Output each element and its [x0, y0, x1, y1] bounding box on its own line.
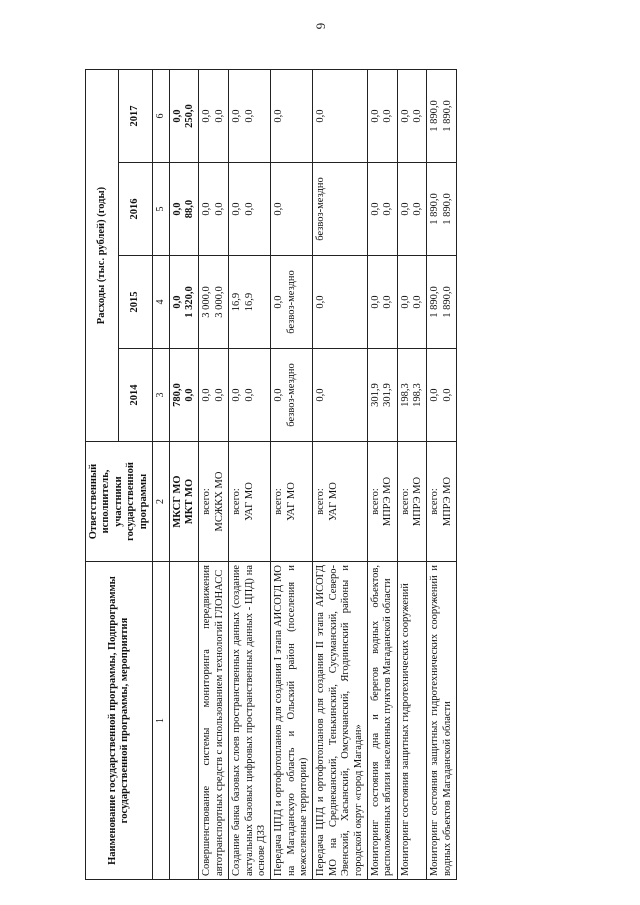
- responsible-cell: [169, 442, 199, 562]
- value: 0,0: [273, 295, 285, 309]
- value: 1 890,0: [441, 286, 453, 318]
- value: 0,0: [399, 109, 411, 123]
- value: 0,0: [382, 295, 394, 309]
- responsible-cell: [367, 442, 397, 562]
- value-cell-v2017: [271, 70, 313, 163]
- table-row: [229, 70, 271, 880]
- value-cell-v2017: [427, 70, 457, 163]
- value: 0,0: [243, 109, 255, 123]
- value: 0,0: [184, 388, 196, 402]
- value-cell-v2016: [271, 163, 313, 256]
- value-cell-v2014: [313, 349, 368, 442]
- value-cell-v2016: [397, 163, 427, 256]
- value: 16,9: [243, 292, 255, 312]
- col-number: 3: [152, 349, 169, 442]
- value: 3 000,0: [213, 286, 225, 318]
- responsible-label: всего:: [273, 488, 285, 515]
- value: 250,0: [184, 104, 196, 128]
- value: 0,0: [412, 202, 424, 216]
- value-cell-v2015: [169, 256, 199, 349]
- year-header: 2015: [119, 256, 152, 349]
- col-number: 5: [152, 163, 169, 256]
- responsible-label: МПРЭ МО: [382, 476, 394, 527]
- table-row: [271, 70, 313, 880]
- responsible-label: всего:: [369, 488, 381, 515]
- value-cell-v2016: [313, 163, 368, 256]
- value: 0,0: [273, 109, 285, 123]
- responsible-label: всего:: [399, 488, 411, 515]
- measure-name: Передача ЦПД и ортофотопланов для создания II этапа АИСОГД МО на Среднеканский, Тенькинский, Сусуманский, Северо-Эвенский, Хасынский, Омсукчанский, Ягоднинский районы и городской округ «город Магадан»: [313, 562, 368, 880]
- value-cell-v2017: [313, 70, 368, 163]
- responsible-label: МКТ МО: [184, 478, 196, 525]
- value-cell-v2015: [367, 256, 397, 349]
- responsible-label: УАГ МО: [327, 482, 339, 521]
- expenses-table-sheet: [85, 70, 590, 880]
- value: 88,0: [184, 199, 196, 219]
- value-cell-v2016: [427, 163, 457, 256]
- value-cell-v2017: [229, 70, 271, 163]
- value: 3 000,0: [201, 286, 213, 318]
- year-header: 2014: [119, 349, 152, 442]
- value: 780,0: [171, 383, 183, 407]
- value: 198,3: [412, 383, 424, 407]
- value: 16,9: [231, 292, 243, 312]
- measure-name: Совершенствование системы мониторинга передвижения автотранспортных средств с использованием технологий ГЛОНАСС: [199, 562, 229, 880]
- responsible-cell: [199, 442, 229, 562]
- value: 0,0: [369, 295, 381, 309]
- value: 0,0: [213, 109, 225, 123]
- responsible-cell: [397, 442, 427, 562]
- value: 0,0: [369, 202, 381, 216]
- table-row: [427, 70, 457, 880]
- year-header: 2016: [119, 163, 152, 256]
- value: 0,0: [243, 388, 255, 402]
- col-number: 2: [152, 442, 169, 562]
- value: 0,0: [369, 109, 381, 123]
- responsible-label: всего:: [201, 488, 213, 515]
- col-header-name: Наименование государственной программы, Подпрограммы государственной программы, мероприятия: [86, 562, 153, 880]
- value: безвоз-мездно: [285, 363, 297, 427]
- responsible-cell: [313, 442, 368, 562]
- value-cell-v2014: [169, 349, 199, 442]
- col-number: 4: [152, 256, 169, 349]
- value: 1 890,0: [429, 193, 441, 225]
- value: 0,0: [399, 202, 411, 216]
- value: 0,0: [315, 109, 327, 123]
- value: 0,0: [171, 295, 183, 309]
- value: 0,0: [441, 388, 453, 402]
- responsible-label: УАГ МО: [285, 482, 297, 521]
- value: 0,0: [315, 295, 327, 309]
- page-number: 6: [313, 22, 328, 30]
- responsible-cell: [229, 442, 271, 562]
- value: 1 890,0: [441, 193, 453, 225]
- value: 1 890,0: [429, 286, 441, 318]
- value-cell-v2015: [229, 256, 271, 349]
- value-cell-v2014: [229, 349, 271, 442]
- value-cell-v2016: [199, 163, 229, 256]
- value: 0,0: [273, 388, 285, 402]
- table-row: [199, 70, 229, 880]
- value: 0,0: [315, 388, 327, 402]
- value: 1 320,0: [184, 286, 196, 318]
- value: 0,0: [201, 202, 213, 216]
- responsible-label: МПРЭ МО: [412, 476, 424, 527]
- measure-name: Мониторинг состояния защитных гидротехнических сооружений и водных объектов Магаданской области: [427, 562, 457, 880]
- value: 0,0: [399, 295, 411, 309]
- value-cell-v2015: [313, 256, 368, 349]
- value: 0,0: [243, 202, 255, 216]
- value: 0,0: [201, 388, 213, 402]
- value: 0,0: [231, 109, 243, 123]
- value: 0,0: [429, 388, 441, 402]
- value: 301,9: [369, 383, 381, 407]
- responsible-label: УАГ МО: [243, 482, 255, 521]
- responsible-label: МПРЭ МО: [441, 476, 453, 527]
- responsible-cell: [271, 442, 313, 562]
- value-cell-v2015: [427, 256, 457, 349]
- value-cell-v2017: [199, 70, 229, 163]
- value: 1 890,0: [441, 100, 453, 132]
- value: 0,0: [213, 202, 225, 216]
- value-cell-v2014: [367, 349, 397, 442]
- measure-name: Передача ЦПД и ортофотопланов для создания I этапа АИСОГД МО на Магаданскую область и Ольский район (поселения и межселенные территории): [271, 562, 313, 880]
- value-cell-v2015: [271, 256, 313, 349]
- value-cell-v2014: [199, 349, 229, 442]
- responsible-label: всего:: [231, 488, 243, 515]
- measure-name: Создание банка базовых слоев пространственных данных (создание актуальных базовых цифровых пространственных данных - ЦПД) на основе ДЗЗ: [229, 562, 271, 880]
- value-cell-v2017: [169, 70, 199, 163]
- value: 198,3: [399, 383, 411, 407]
- value: 0,0: [171, 109, 183, 123]
- table-row: [313, 70, 368, 880]
- value: 0,0: [231, 202, 243, 216]
- table-row: [397, 70, 427, 880]
- value: 0,0: [213, 388, 225, 402]
- value-cell-v2016: [169, 163, 199, 256]
- value-cell-v2016: [367, 163, 397, 256]
- value: 0,0: [273, 202, 285, 216]
- col-header-responsible: Ответственный исполнитель, участники государственной программы: [86, 442, 153, 562]
- value: 0,0: [412, 295, 424, 309]
- table-row: [367, 70, 397, 880]
- year-header: 2017: [119, 70, 152, 163]
- value: 0,0: [412, 109, 424, 123]
- value-cell-v2014: [397, 349, 427, 442]
- value: 0,0: [382, 109, 394, 123]
- value-cell-v2014: [271, 349, 313, 442]
- responsible-label: МКСГ МО: [171, 475, 183, 528]
- value-cell-v2014: [427, 349, 457, 442]
- col-header-costs: Расходы (тыс. рублей) (годы): [86, 70, 119, 442]
- col-number: 1: [152, 562, 169, 880]
- responsible-cell: [427, 442, 457, 562]
- value: безвоз-мездно: [285, 270, 297, 334]
- measure-name: Мониторинг состояния защитных гидротехнических сооружений: [397, 562, 427, 880]
- value-cell-v2015: [199, 256, 229, 349]
- value: безвоз-мездно: [315, 177, 327, 241]
- measure-name: Мониторинг состояния дна и берегов водных объектов, расположенных вблизи населенных пунктов Магаданской области: [367, 562, 397, 880]
- responsible-label: всего:: [429, 488, 441, 515]
- responsible-label: всего:: [315, 488, 327, 515]
- col-number: 6: [152, 70, 169, 163]
- expenses-table: [85, 69, 457, 880]
- responsible-label: МСЖКХ МО: [213, 471, 225, 532]
- measure-name: [169, 562, 199, 880]
- value-cell-v2015: [397, 256, 427, 349]
- value: 0,0: [231, 388, 243, 402]
- value-cell-v2016: [229, 163, 271, 256]
- value-cell-v2017: [397, 70, 427, 163]
- table-row: [169, 70, 199, 880]
- value-cell-v2017: [367, 70, 397, 163]
- value: 0,0: [201, 109, 213, 123]
- value: 0,0: [171, 202, 183, 216]
- value: 301,9: [382, 383, 394, 407]
- value: 1 890,0: [429, 100, 441, 132]
- value: 0,0: [382, 202, 394, 216]
